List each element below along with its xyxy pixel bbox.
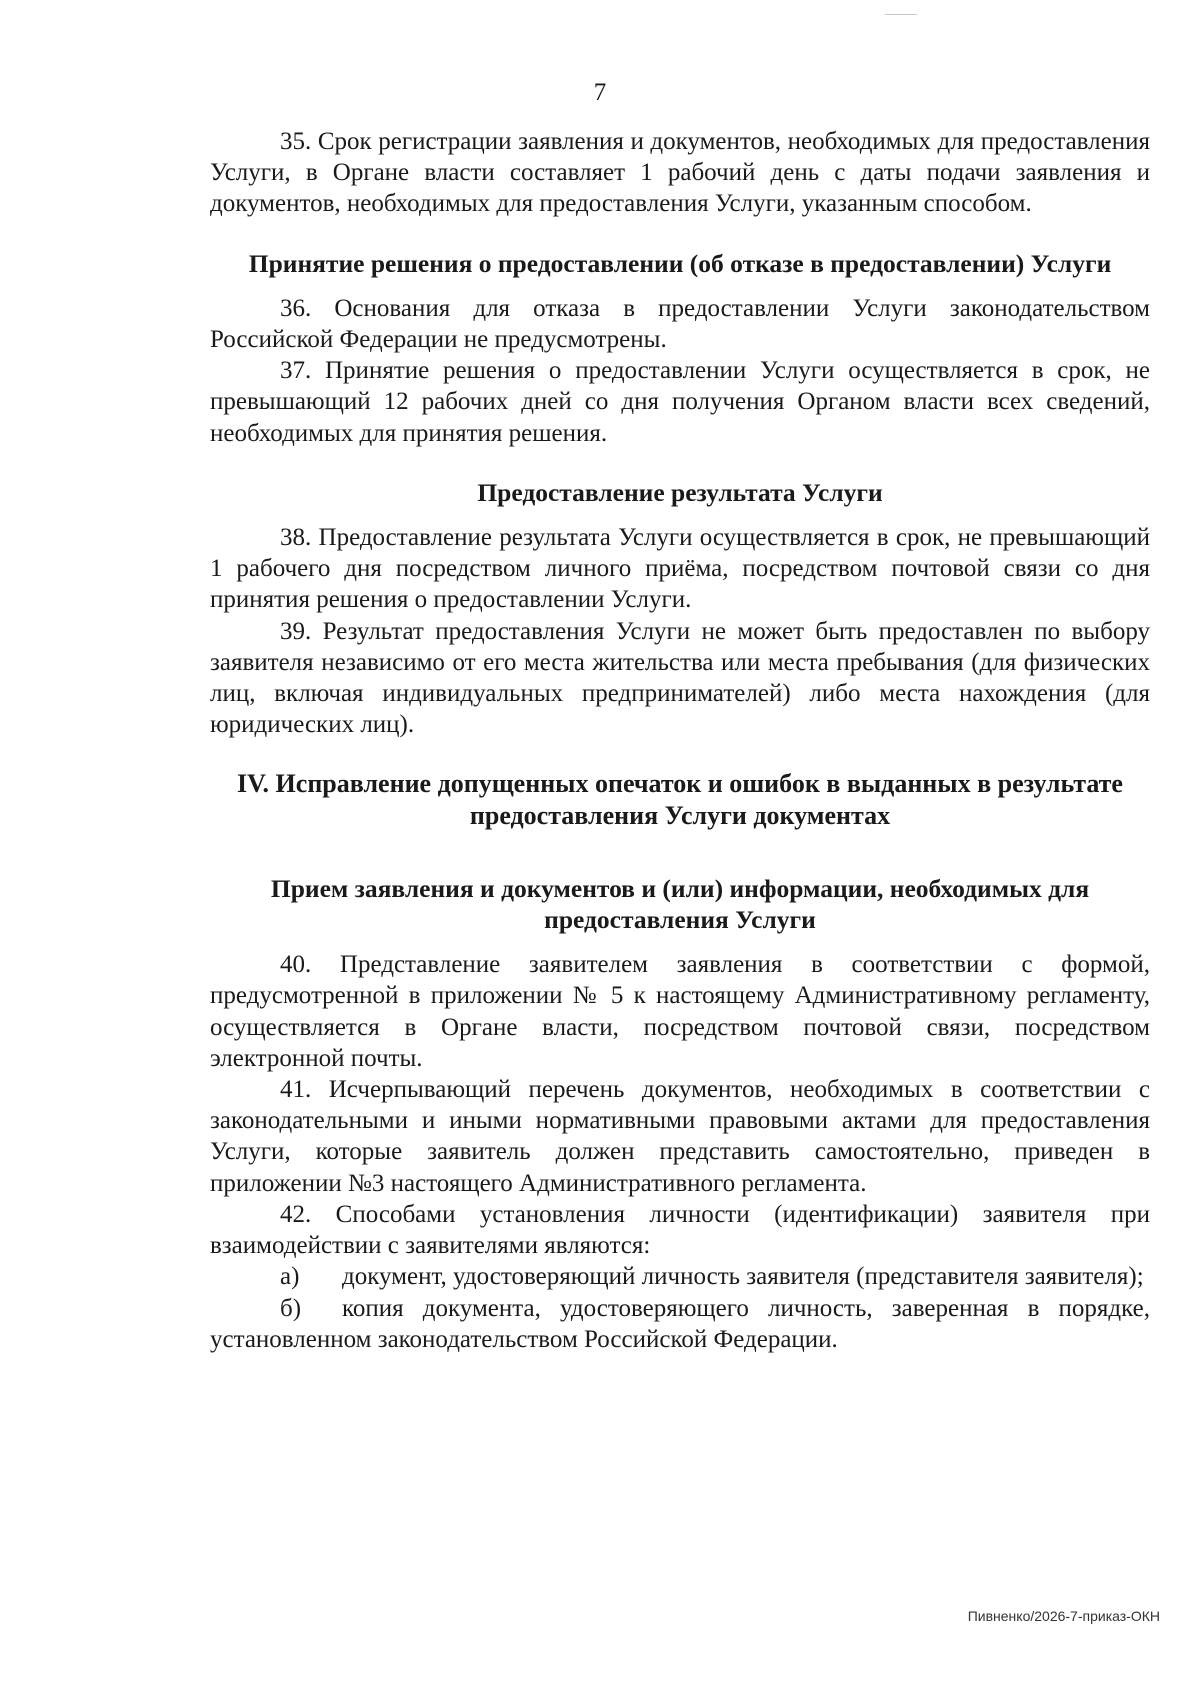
paragraph-41: 41. Исчерпывающий перечень документов, необходимых в соответствии с законодательными и иными нормативными правовыми актами для предоставления Услуги, которые заявитель должен представить самостоятельно, приведен в приложении №3 настоящего Административного регламента. xyxy=(210,1076,1150,1197)
list-item-b xyxy=(210,1293,1150,1355)
list-marker-b: б) xyxy=(280,1294,302,1322)
paragraph-42: 42. Способами установления личности (идентификации) заявителя при взаимодействии с заявителями являются: xyxy=(210,1200,1150,1260)
heading-section-4: IV. Исправление допущенных опечаток и ошибок в выданных в результате предоставления Услуги документах xyxy=(237,769,1123,830)
document-body xyxy=(210,126,1150,1355)
list-item-a xyxy=(210,1261,1150,1292)
list-text-b: копия документа, удостоверяющего личность, заверенная в порядке, установленном законодательством Российской Федерации. xyxy=(210,1294,1150,1353)
list-marker-a: а) xyxy=(280,1263,300,1291)
heading-result: Предоставление результата Услуги xyxy=(477,477,883,507)
paragraph-36: 36. Основания для отказа в предоставлении Услуги законодательством Российской Федерации не предусмотрены. xyxy=(210,294,1150,354)
paragraph-40: 40. Представление заявителем заявления в соответствии с формой, предусмотренной в приложении № 5 к настоящему Административному регламенту, осуществляется в Органе власти, посредством почтовой связи, посредством электронной почты. xyxy=(210,951,1150,1072)
paragraph-38: 38. Предоставление результата Услуги осуществляется в срок, не превышающий 1 рабочего дня посредством личного приёма, посредством почтовой связи со дня принятия решения о предоставлении Услуги. xyxy=(210,524,1150,614)
paragraph-37: 37. Принятие решения о предоставлении Услуги осуществляется в срок, не превышающий 12 рабочих дней со дня получения Органом власти всех сведений, необходимых для принятия решения. xyxy=(210,357,1150,447)
paragraph-35: 35. Срок регистрации заявления и документов, необходимых для предоставления Услуги, в Органе власти составляет 1 рабочий день с даты подачи заявления и документов, необходимых для предоставления Услуги, указанным способом. xyxy=(210,128,1150,218)
paragraph-39: 39. Результат предоставления Услуги не может быть предоставлен по выбору заявителя независимо от его места жительства или места пребывания (для физических лиц, включая индивидуальных предпринимателей) либо места нахождения (для юридических лиц). xyxy=(210,617,1150,739)
heading-decision: Принятие решения о предоставлении (об отказе в предоставлении) Услуги xyxy=(248,248,1112,278)
scan-artifact xyxy=(885,14,917,15)
heading-reception: Прием заявления и документов и (или) информации, необходимых для предоставления Услуги xyxy=(270,873,1090,935)
page-number: 7 xyxy=(593,79,607,106)
list-text-a: документ, удостоверяющий личность заявителя (представителя заявителя); xyxy=(342,1263,1144,1291)
document-id-footer: Пивненко/2026-7-приказ-ОКН xyxy=(967,1608,1160,1624)
